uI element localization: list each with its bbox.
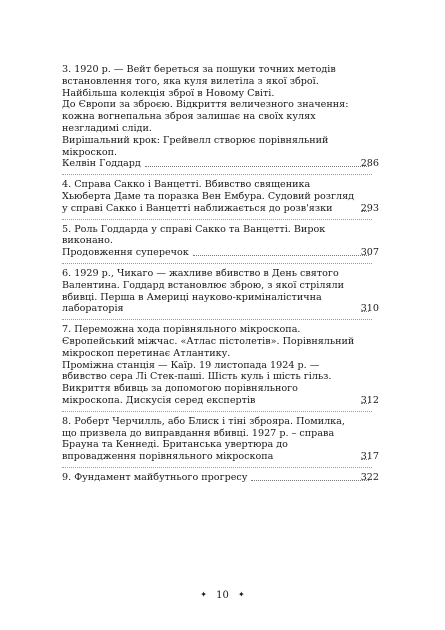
divider: [62, 467, 372, 468]
entry-text: 9. Фундамент майбутнього прогресу: [62, 471, 248, 483]
toc-entry-9[interactable]: [62, 471, 379, 484]
page-number: 307: [360, 247, 379, 259]
entry-text: Вирішальний крок: Грейвелл створює порівняльний мікроскоп.: [62, 134, 329, 158]
page-number: 310: [360, 303, 379, 315]
page-footer: [0, 590, 445, 601]
entry-text: 5. Роль Годдарда у справі Сакко та Ванцетті. Вирок виконано.: [62, 223, 326, 247]
dot-leader: [145, 166, 369, 167]
divider: [62, 263, 372, 264]
entry-text: 8. Роберт Черчилль, або Блиск і тіні зброяра. Помилка, що призвела до виправдання вбивці. 1927 р. – справа Брауна та Кеннеді. Британська увертюра до впровадження порівняльного мікроскопа: [62, 415, 345, 463]
toc-entry-8[interactable]: [62, 415, 379, 463]
entry-text: 6. 1929 р., Чикаго — жахливе вбивство в День святого Валентина. Годдард встановлює зброю, з якої стріляли вбивці. Перша в Америці науково-криміналістична лабораторія: [62, 267, 344, 315]
folio-number: 10: [216, 590, 229, 601]
page-number: 322: [360, 471, 379, 483]
toc-entry-7[interactable]: [62, 324, 379, 407]
divider: [62, 174, 372, 175]
entry-text: Проміжна станція — Каїр. 19 листопада 1924 р. — вбивство сера Лі Стек-паші. Шість куль і шість гільз. Викриття вбивць за допомогою порівняльного мікроскопа. Дискусія серед експертів: [62, 359, 332, 406]
entry-text: 3. 1920 р. — Вейт береться за пошуки точних методів встановлення того, яка куля вилетіла з якої зброї. Найбільша колекція зброї в Новому Світі.: [62, 64, 336, 99]
page-number: 312: [360, 394, 379, 406]
toc-entry-4[interactable]: [62, 179, 379, 214]
entry-text: 4. Справа Сакко і Ванцетті. Вбивство священика Хьюберта Даме та поразка Вен Ембура. Судовий розгляд у справі Сакко і Ванцетті наближається до розв'язки: [62, 179, 355, 214]
page-number: 293: [360, 202, 379, 214]
entry-text: До Європи за зброєю. Відкриття величезного значення: кожна вогнепальна зброя залишає на своїх кулях незгладимі сліди.: [62, 99, 349, 134]
ornament-icon: ✦: [200, 590, 207, 599]
toc-entry-3[interactable]: [62, 64, 379, 170]
table-of-contents: [62, 64, 379, 484]
entry-text: Келвін Годдард: [62, 158, 141, 170]
toc-entry-6[interactable]: [62, 267, 379, 315]
divider: [62, 319, 372, 320]
ornament-icon: ✦: [238, 590, 245, 599]
entry-text: 7. Переможна хода порівняльного мікроскопа. Європейський міжчас. «Атлас пістолетів». Порівняльний мікроскоп перетинає Атлантику.: [62, 324, 355, 359]
divider: [62, 411, 372, 412]
toc-entry-5[interactable]: [62, 223, 379, 259]
page-number: 286: [360, 158, 379, 170]
divider: [62, 219, 372, 220]
entry-text: Продовження суперечок: [62, 247, 189, 259]
page-number: 317: [360, 451, 379, 463]
dot-leader: [193, 255, 369, 256]
